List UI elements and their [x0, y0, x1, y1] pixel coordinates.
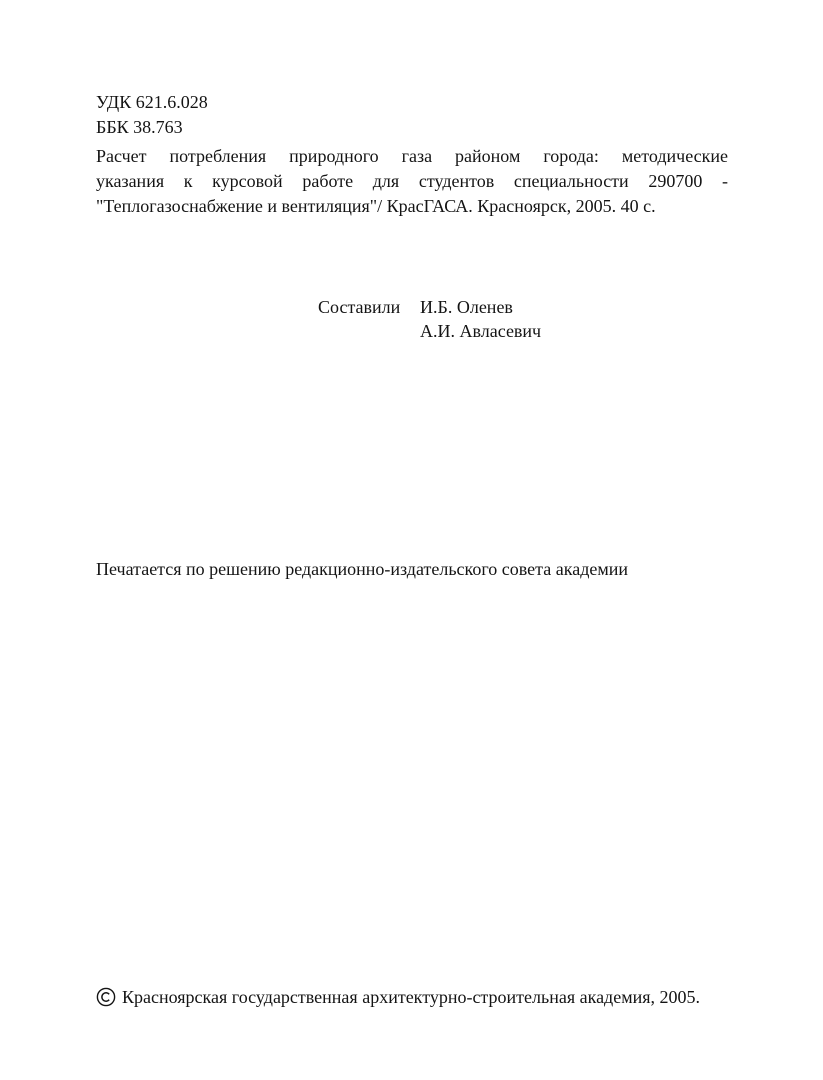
- udk-code: УДК 621.6.028: [96, 92, 208, 112]
- copyright-icon: [96, 987, 116, 1007]
- copyright-text: Красноярская государственная архитектурно-строительная академия, 2005.: [122, 987, 701, 1007]
- bibliographic-citation: [96, 144, 728, 219]
- print-approval-note: Печатается по решению редакционно-издательского совета академии: [96, 559, 628, 579]
- copyright-notice: [96, 987, 700, 1007]
- citation-line: указания к курсовой работе для студентов специальности 290700 -: [96, 171, 728, 191]
- citation-line: Расчет потребления природного газа районом города: методические: [96, 146, 728, 166]
- compiler-name: А.И. Авласевич: [420, 321, 542, 341]
- bbk-code: ББК 38.763: [96, 117, 183, 137]
- compiler-name: И.Б. Оленев: [420, 297, 513, 317]
- citation-line: "Теплогазоснабжение и вентиляция"/ КрасГАСА. Красноярск, 2005. 40 с.: [96, 196, 656, 216]
- compilers-label: Составили: [318, 297, 401, 317]
